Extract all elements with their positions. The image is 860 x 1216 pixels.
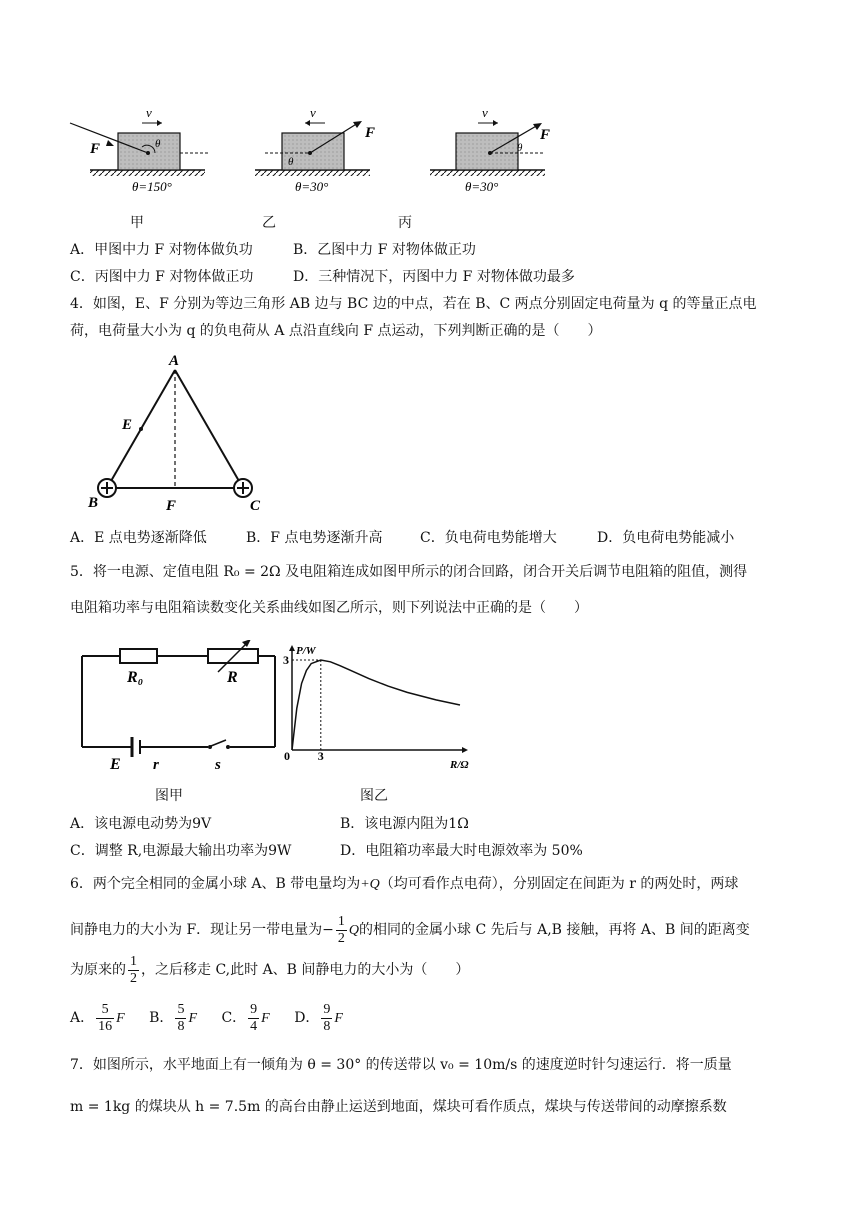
svg-text:θ: θ bbox=[517, 142, 523, 154]
fraction-half-distance: $\frac{1}{2}$ bbox=[130, 953, 137, 986]
q3-option-a: A．甲图中力 F 对物体做负功 bbox=[70, 242, 253, 258]
q4-option-a: A．E 点电势逐渐降低 bbox=[70, 530, 207, 546]
fig-yi bbox=[255, 105, 375, 176]
q5-option-d: D．电阻箱功率最大时电源效率为 50% bbox=[340, 843, 583, 859]
point-b-label: B bbox=[88, 495, 99, 511]
x-tick-0: 0 bbox=[284, 749, 290, 763]
svg-text:F: F bbox=[540, 127, 551, 143]
q6-options bbox=[70, 1000, 343, 1037]
caption-yi: 乙 bbox=[262, 215, 276, 231]
label-r0: R₀ bbox=[127, 669, 144, 686]
q6-option-c: C． $\frac{9}{4}$ F bbox=[221, 1001, 270, 1034]
q4-option-d: D．负电荷电势能减小 bbox=[597, 530, 735, 546]
q5-option-c: C．调整 R,电源最大输出功率为9W bbox=[70, 843, 292, 859]
point-f-label: F bbox=[166, 498, 177, 514]
y-tick-3: 3 bbox=[283, 653, 289, 667]
q3-option-b: B．乙图中力 F 对物体做正功 bbox=[293, 242, 476, 258]
caption-jia: 甲 bbox=[130, 215, 144, 231]
q4-stem-line1: 4．如图，E、F 分别为等边三角形 AB 边与 BC 边的中点，若在 B、C 两点分别固定电荷量为 q 的等量正点电 bbox=[70, 296, 757, 312]
q6-option-a: A． $\frac{5}{16}$ F bbox=[70, 1001, 125, 1034]
x-axis-label: R/Ω bbox=[450, 759, 469, 771]
q5-stem-line2: 电阻箱功率与电阻箱读数变化关系曲线如图乙所示，则下列说法中正确的是（ ） bbox=[70, 600, 588, 616]
svg-text:v: v bbox=[146, 105, 152, 120]
q4-stem-line2: 荷，电荷量大小为 q 的负电荷从 A 点沿直线向 F 点运动，下列判断正确的是（ ） bbox=[70, 323, 602, 339]
q6-stem-line3: 为原来的 $\frac{1}{2}$ ，之后移走 C,此时 A、B 间静电力的大小为（ ） bbox=[70, 953, 470, 986]
point-a-label: A bbox=[169, 353, 180, 369]
point-c-label: C bbox=[250, 498, 261, 514]
q5-option-a: A．该电源电动势为9V bbox=[70, 816, 212, 832]
q3-option-d: D．三种情况下，丙图中力 F 对物体做功最多 bbox=[293, 269, 575, 285]
y-axis-label: P/W bbox=[296, 645, 316, 657]
fig-bing bbox=[430, 105, 550, 176]
x-tick-3: 3 bbox=[317, 749, 324, 763]
q4-option-b: B．F 点电势逐渐升高 bbox=[246, 530, 383, 546]
q6-stem-line2: 间静电力的大小为 F．现让另一带电量为− $\frac{1}{2}$ Q的相同的金属小球 C 先后与 A,B 接触，再将 A、B 间的距离变 bbox=[70, 913, 750, 946]
svg-text:v: v bbox=[482, 105, 488, 120]
q3-option-c: C．丙图中力 F 对物体做正功 bbox=[70, 269, 254, 285]
label-e: E bbox=[110, 756, 121, 773]
q4-option-c: C．负电荷电势能增大 bbox=[420, 530, 557, 546]
angle-bing: θ=30° bbox=[465, 179, 499, 194]
label-r-internal: r bbox=[153, 757, 159, 773]
angle-yi: θ=30° bbox=[295, 179, 329, 194]
power-curve bbox=[292, 660, 460, 750]
label-r: R bbox=[227, 669, 238, 686]
svg-text:θ: θ bbox=[288, 156, 294, 168]
angle-jia: θ=150° bbox=[132, 179, 172, 194]
svg-text:F: F bbox=[365, 125, 376, 141]
force-label-jia: F bbox=[90, 141, 101, 157]
caption-bing: 丙 bbox=[398, 215, 412, 231]
caption-circuit: 图甲 bbox=[155, 788, 183, 804]
label-switch: s bbox=[215, 757, 221, 773]
q6-stem-line1: 6．两个完全相同的金属小球 A、B 带电量均为+Q（均可看作点电荷），分别固定在间距为 r 的两处时，两球 bbox=[70, 876, 739, 892]
q5-power-chart bbox=[282, 640, 482, 775]
fraction-half: $\frac{1}{2}$ bbox=[337, 913, 345, 946]
svg-text:v: v bbox=[310, 105, 316, 120]
caption-chart: 图乙 bbox=[360, 788, 388, 804]
charge-plus-q: +Q bbox=[360, 877, 380, 892]
theta-jia: θ bbox=[155, 138, 161, 150]
q4-triangle-figure bbox=[80, 345, 280, 515]
point-e-label: E bbox=[122, 417, 133, 433]
q6-option-b: B． $\frac{5}{8}$ F bbox=[149, 1001, 197, 1034]
q7-stem-line1: 7．如图所示，水平地面上有一倾角为 θ = 30° 的传送带以 v₀ = 10m/s 的速度逆时针匀速运行．将一质量 bbox=[70, 1057, 732, 1073]
fig-jia bbox=[70, 105, 208, 176]
q3-figures bbox=[60, 95, 580, 210]
q6-option-d: D． $\frac{9}{8}$ F bbox=[294, 1001, 343, 1034]
q5-stem-line1: 5．将一电源、定值电阻 R₀ = 2Ω 及电阻箱连成如图甲所示的闭合回路，闭合开关后调节电阻箱的阻值，测得 bbox=[70, 564, 748, 580]
q7-stem-line2: m = 1kg 的煤块从 h = 7.5m 的高台由静止运送到地面，煤块可看作质点，煤块与传送带间的动摩擦系数 bbox=[70, 1099, 727, 1115]
q5-option-b: B．该电源内阻为1Ω bbox=[340, 816, 469, 832]
q5-circuit-diagram bbox=[70, 640, 285, 775]
